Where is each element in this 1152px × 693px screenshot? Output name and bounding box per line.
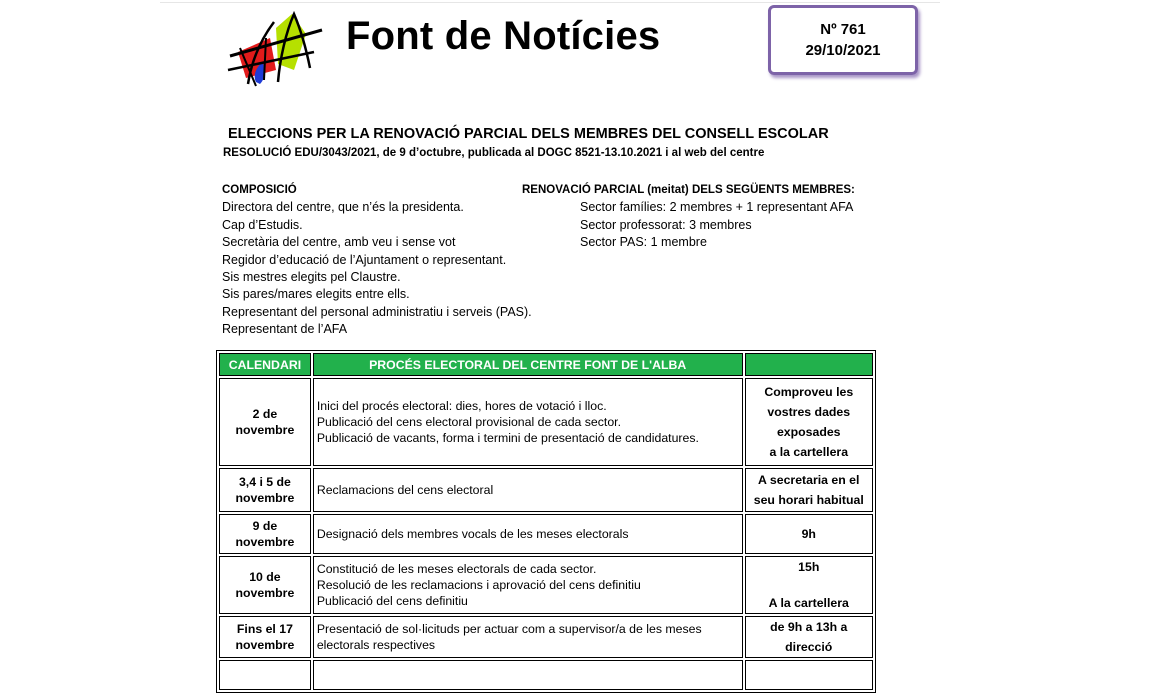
- table-row: [219, 660, 873, 690]
- renewal-item: Sector famílies: 2 membres + 1 representant AFA: [580, 200, 854, 215]
- row-note: de 9h a 13h a direcció: [745, 616, 874, 658]
- composition-title: COMPOSICIÓ: [222, 184, 297, 196]
- composition-item: Secretària del centre, amb veu i sense vot: [222, 235, 456, 250]
- issue-date: 29/10/2021: [805, 42, 881, 59]
- row-description: Constitució de les meses electorals de cada sector. Resolució de les reclamacions i aprovació del cens definitiu Publicació del cens definitiu: [313, 556, 743, 614]
- row-note: 15h A la cartellera: [745, 556, 874, 614]
- row-description: Designació dels membres vocals de les meses electorals: [313, 514, 743, 554]
- composition-item: Cap d’Estudis.: [222, 217, 303, 232]
- renewal-item: Sector professorat: 3 membres: [580, 217, 752, 232]
- table-row: [219, 468, 873, 512]
- calendar-header-row: [219, 353, 873, 376]
- row-date: [219, 660, 311, 690]
- composition-item: Sis pares/mares elegits entre ells.: [222, 287, 410, 302]
- composition-item: Representant de l’AFA: [222, 322, 348, 337]
- header-notes: [745, 353, 874, 376]
- row-description: Reclamacions del cens electoral: [313, 468, 743, 512]
- header-calendari: CALENDARI: [219, 353, 311, 376]
- row-date: 10 de novembre: [219, 556, 311, 614]
- row-note: Comproveu les vostres dades exposades a la cartellera: [745, 378, 874, 466]
- row-date: 3,4 i 5 de novembre: [219, 468, 311, 512]
- row-description: Presentació de sol·licituds per actuar com a supervisor/a de les meses electorals respectives: [313, 616, 743, 658]
- row-date: 9 de novembre: [219, 514, 311, 554]
- row-description: [313, 660, 743, 690]
- table-row: [219, 556, 873, 614]
- row-date: Fins el 17 novembre: [219, 616, 311, 658]
- composition-item: Representant del personal administratiu i serveis (PAS).: [222, 304, 532, 319]
- composition-item: Sis mestres elegits pel Claustre.: [222, 270, 401, 285]
- row-note: A secretaria en el seu horari habitual: [745, 468, 874, 512]
- composition-item: Regidor d’educació de l’Ajuntament o representant.: [222, 252, 507, 267]
- renewal-section: [522, 182, 855, 252]
- table-row: [219, 378, 873, 466]
- row-note: [745, 660, 874, 690]
- calendar-table: [216, 350, 876, 693]
- row-description: Inici del procés electoral: dies, hores de votació i lloc. Publicació del cens electoral provisional de cada sector. Publicació de vacants, forma i termini de presentació de candidatures.: [313, 378, 743, 466]
- main-heading: ELECCIONS PER LA RENOVACIÓ PARCIAL DELS MEMBRES DEL CONSELL ESCOLAR: [228, 126, 829, 142]
- newsletter-title: Font de Notícies: [346, 14, 661, 58]
- top-rule: [160, 2, 940, 3]
- resolution-subheading: RESOLUCIÓ EDU/3043/2021, de 9 d’octubre, publicada al DOGC 8521-13.10.2021 i al web del centre: [223, 147, 765, 159]
- row-date: 2 de novembre: [219, 378, 311, 466]
- table-row: [219, 616, 873, 658]
- renewal-item: Sector PAS: 1 membre: [580, 235, 707, 250]
- issue-number: Nº 761: [820, 21, 866, 38]
- renewal-title: RENOVACIÓ PARCIAL (meitat) DELS SEGÜENTS MEMBRES:: [522, 184, 855, 196]
- school-logo-icon: [226, 8, 326, 88]
- issue-box: [768, 5, 918, 75]
- composition-section: [222, 182, 532, 339]
- row-note: 9h: [745, 514, 874, 554]
- header-proces: PROCÉS ELECTORAL DEL CENTRE FONT DE L'ALBA: [313, 353, 743, 376]
- composition-item: Directora del centre, que n’és la presidenta.: [222, 200, 464, 215]
- table-row: [219, 514, 873, 554]
